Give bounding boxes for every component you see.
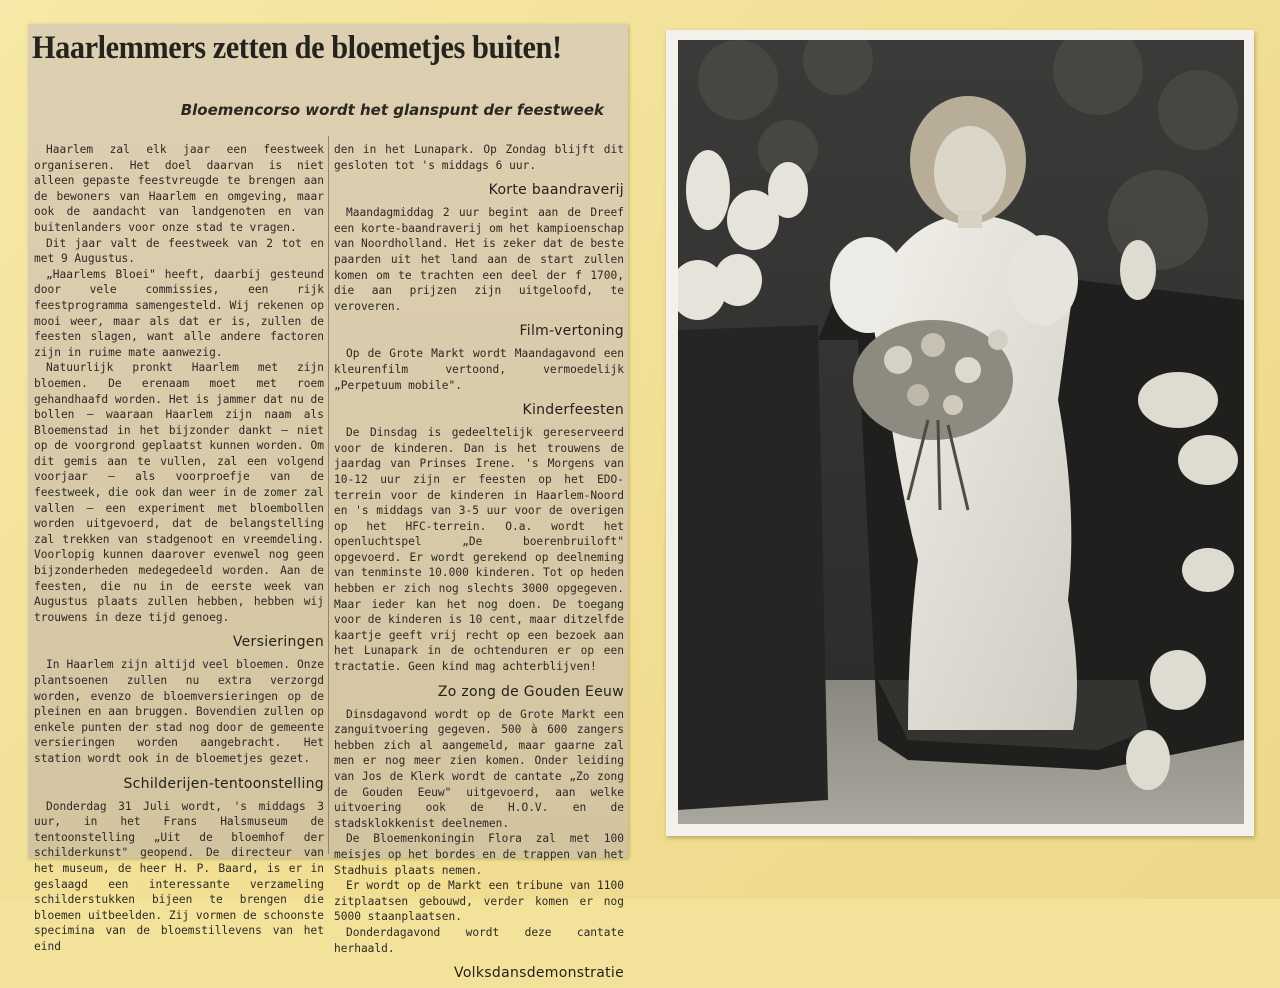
headline: Haarlemmers zetten de bloemetjes buiten! [32, 30, 562, 66]
article-paragraph: In Haarlem zijn altijd veel bloemen. Onze plantsoenen zullen nu extra verzorgd worden, evenzo de bloemversieringen op de pleinen en aan bruggen. Bovendien zullen op enkele punten der stad nog door de gemeente versieringen worden aangebracht. Het station wordt ook in de bloemetjes gezet. [34, 658, 324, 765]
face [934, 126, 1006, 218]
article-paragraph: Natuurlijk pronkt Haarlem met zijn bloemen. De erenaam moet met roem gehandhaafd worden. Het is jammer dat nu de bollen — waaraan Haarlem zijn naam als Bloemenstad in het bijzonder dankt — niet op de voorgrond geplaatst kunnen worden. Om dit gemis aan te vullen, zal een volgend voorjaar — als voorproefje van de feestweek, die ook dan weer in de zomer zal vallen — een experiment met bloembollen worden uitgevoerd, dat de belangstelling zal trekken van stadgenoot en vreemdeling. Voorlopig kunnen daarover evenwel nog geen bijzonderheden medegedeeld worden. Aan de feesten, die nu in de eerste week van Augustus plaats zullen hebben, hebben wij trouwens in deze tijd genoeg. [34, 361, 324, 624]
article-paragraph: Haarlem zal elk jaar een feestweek organiseren. Het doel daarvan is niet alleen gepaste feestvreugde te brengen aan de bewoners van Haarlem en omgeving, maar ook de aandacht van landgenoten en van buitenlanders voor onze stad te vragen. [34, 143, 324, 234]
left-column [34, 142, 324, 955]
article-paragraph: Donderdag 31 Juli wordt, 's middags 3 uur, in het Frans Halsmuseum de tentoonstelling „Uit de bloemhof der schilderkunst" geopend. De directeur van het museum, de heer H. P. Baard, is er in geslaagd een interessante verzameling schilderstukken bijeen te brengen die bloemen uitbeelden. Zij vormen de schoonste specimina van de bloemstillevens van het eind [34, 799, 324, 953]
left-sleeve [830, 237, 906, 333]
section-heading: Schilderijen-tentoonstelling [123, 775, 324, 792]
subheadline: Bloemencorso wordt het glanspunt der feestweek [180, 101, 604, 119]
article-paragraph: Dit jaar valt de feestweek van 2 tot en met 9 Augustus. [34, 236, 324, 266]
section-heading: Film-vertoning [519, 323, 624, 340]
section-heading: Zo zong de Gouden Eeuw [437, 683, 624, 700]
section-heading: Versieringen [232, 634, 324, 651]
article-paragraph: den in het Lunapark. Op Zondag blijft dit gesloten tot 's middags 6 uur. [334, 143, 624, 172]
section-heading: Kinderfeesten [522, 402, 624, 419]
right-sleeve [1008, 235, 1078, 325]
newspaper-clipping [28, 24, 628, 982]
article-paragraph: Maandagmiddag 2 uur begint aan de Dreef een korte-baandraverij om het kampioenschap van Noordholland. Het is zeker dat de beste paarden uit het land aan de start zullen komen om te trachten een deel der f 1700, die aan prijzen zijn uitgeloofd, te veroveren. [334, 206, 624, 313]
article-paragraph: Donderdagavond wordt deze cantate herhaald. [334, 925, 624, 955]
article-paragraph: Op de Grote Markt wordt Maandagavond een kleurenfilm vertoond, vermoedelijk „Perpetuum mobile". [334, 347, 624, 392]
section-heading: Volksdansdemonstratie [454, 965, 624, 982]
photo-illustration [678, 40, 1244, 824]
section-heading: Korte baandraverij [488, 182, 624, 199]
carriage-door [678, 325, 828, 810]
article-paragraph: „Haarlems Bloei" heeft, daarbij gesteund door vele commissies, een rijk feestprogramma samengesteld. Wij rekenen op mooi weer, maar als dat er is, zullen de feesten slagen, want alle andere factoren zijn in ruime mate aanwezig. [34, 267, 324, 359]
article-paragraph: De Dinsdag is gedeeltelijk gereserveerd voor de kinderen. Dan is het trouwens de jaardag van Prinses Irene. 's Morgens van 10-12 uur zijn er feesten op het EDO-terrein voor de kinderen in Haarlem-Noord en 's middags van 3-5 uur voor de overigen op het HFC-terrein. O.a. wordt het openluchtspel „De boerenbruiloft" opgevoerd. Er wordt gerekend op deelneming van tenminste 10.000 kinderen. Tot op heden hebben er zich nog slechts 3000 opgegeven. Maar ieder kan het nog doen. De toegang voor de kinderen is 10 cent, maar ditzelfde kaartje geeft vrij recht op een bezoek aan het Lunapark in de ochtenduren er op een tractatie. Geen kind mag achterblijven! [334, 426, 624, 674]
column-rule [328, 136, 329, 854]
neck [958, 210, 982, 228]
article-paragraph: Er wordt op de Markt een tribune van 1100 zitplaatsen gebouwd, verder komen er nog 5000 staanplaatsen. [334, 879, 624, 924]
photograph [678, 40, 1244, 824]
article-paragraph: De Bloemenkoningin Flora zal met 100 meisjes op het bordes en de trappen van het Stadhuis plaats nemen. [334, 832, 624, 877]
right-column [334, 142, 624, 988]
article-paragraph: Dinsdagavond wordt op de Grote Markt een zanguitvoering gegeven. 500 à 600 zangers hebben zich al aangemeld, maar gaarne zal men er nog meer zien komen. Onder leiding van Jos de Klerk wordt de cantate „Zo zong de Gouden Eeuw" uitgevoerd, aan welke uitvoering ook de H.O.V. en de stadsklokkenist deelnemen. [334, 707, 624, 830]
